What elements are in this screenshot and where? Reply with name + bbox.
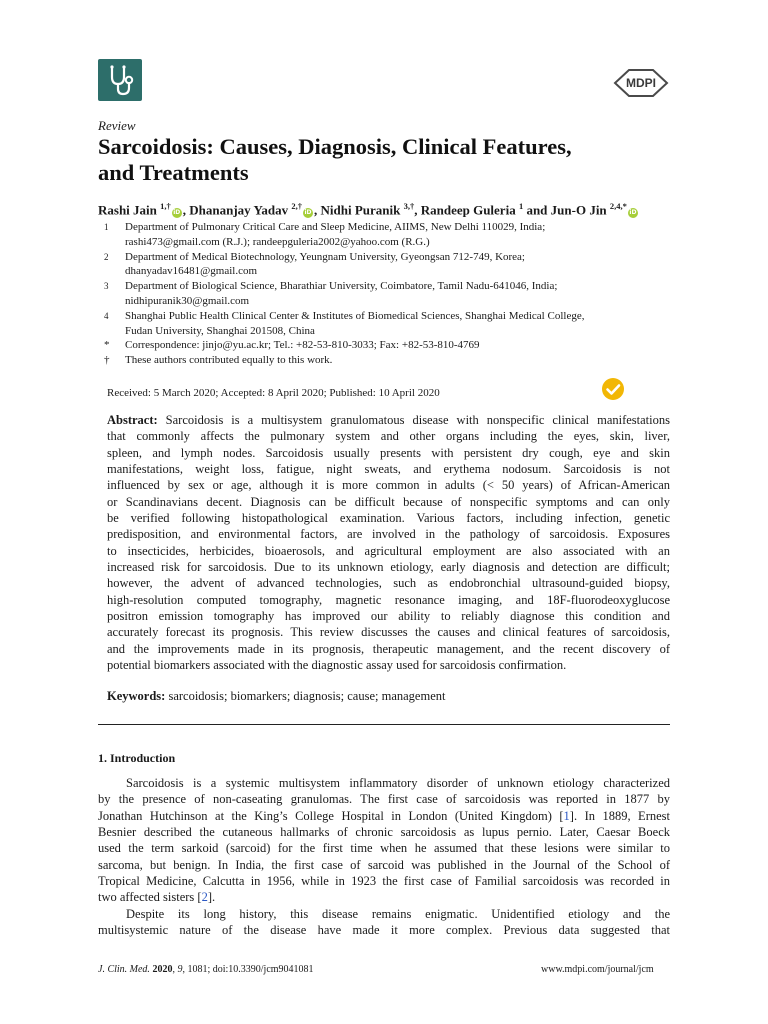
affiliation-item (98, 279, 678, 309)
title-line: and Treatments (98, 160, 249, 185)
body-line: multisystemic nature of the disease have made it more complex. Previous data suggested that (98, 923, 670, 938)
body-text-fragment: ]. In 1889, Ernest (569, 808, 670, 823)
check-for-updates-icon[interactable] (601, 377, 625, 401)
affiliation-line: Department of Medical Biotechnology, Yeungnam University, Gyeongsan 712-749, Korea; (125, 250, 525, 263)
abstract-line: however, the advent of advanced technologies, such as endobronchial ultrasound-guided biopsy, (107, 576, 670, 591)
author-separator: , (182, 202, 190, 218)
footer-year: 2020 (152, 964, 173, 975)
body-text-fragment: two affected sisters [ (98, 890, 202, 905)
affiliation-marker: * (104, 339, 110, 352)
abstract-line: manifestations, weight loss, fatigue, night sweats, and erythema nodosum. Sarcoidosis is not (107, 462, 670, 477)
body-text-fragment: ]. (207, 890, 216, 905)
author-name[interactable]: Jun-O Jin (550, 202, 607, 218)
footer-volume: 9 (177, 964, 183, 975)
citation-link[interactable]: 1 (563, 808, 570, 823)
article-title (98, 134, 678, 186)
abstract-line: or Scandinavians decent. Diagnosis can be difficult because of nonspecific symptoms and can only (107, 494, 670, 509)
abstract-line: and the improvements made in its prognosis, therapeutic management, and the recent discovery of (107, 641, 670, 656)
abstract-line: that commonly affects the pulmonary system and other organs including the eyes, skin, liver, (107, 429, 670, 444)
publisher-logo-text: MDPI (626, 76, 656, 90)
body-line: Sarcoidosis is a systemic multisystem inflammatory disorder of unknown etiology characterized (126, 776, 670, 790)
affiliation-item (98, 250, 678, 280)
author-separator: and (523, 202, 551, 218)
abstract-line: influenced by sex or age, although it is more common in adults (< 50 years) of African-American (107, 478, 670, 493)
author-name[interactable]: Dhananjay Yadav (189, 202, 289, 218)
affiliation-line: Fudan University, Shanghai 201508, China (125, 324, 315, 337)
abstract (107, 412, 670, 674)
author-affiliation-mark: 1 (518, 201, 524, 211)
orcid-icon[interactable]: iD (173, 209, 181, 217)
body-line (98, 889, 670, 905)
author-name[interactable]: Rashi Jain (98, 202, 157, 218)
body-line: used the term sarkoid (sarcoid) for the first time when he assumed that these lesions were similar to (98, 841, 670, 856)
affiliation-marker: 1 (104, 222, 109, 232)
affiliation-marker: 2 (104, 251, 109, 262)
affiliation-line: Department of Pulmonary Critical Care and Sleep Medicine, AIIMS, New Delhi 110029, India; (125, 221, 546, 233)
divider (98, 724, 670, 725)
footer-journal: J. Clin. Med. (98, 964, 150, 975)
orcid-icon[interactable]: iD (629, 209, 637, 217)
citation-link[interactable]: 2 (201, 890, 208, 905)
article-type: Review (98, 118, 136, 133)
abstract-label: Abstract: (107, 413, 158, 427)
affiliation-line: dhanyadav16481@gmail.com (125, 265, 258, 278)
affiliation-line: Shanghai Public Health Clinical Center & Institutes of Biomedical Sciences, Shanghai Medical College, (125, 309, 585, 322)
body-line: Despite its long history, this disease remains enigmatic. Unidentified etiology and the (126, 906, 670, 921)
affiliation-marker: 4 (104, 310, 109, 321)
footer-url[interactable]: www.mdpi.com/journal/jcm (541, 964, 654, 975)
abstract-line: accurately forecast its prognosis. This review discusses the causes and clinical features of sarcoidosis, (107, 625, 670, 640)
author-affiliation-mark: 1,† (160, 201, 171, 211)
affiliation-item (98, 309, 678, 339)
publication-dates: Received: 5 March 2020; Accepted: 8 April 2020; Published: 10 April 2020 (107, 387, 440, 399)
author-affiliation-mark: 2,4,* (609, 201, 627, 211)
body-line (98, 808, 670, 824)
body-line: by the presence of non-caseating granulomas. The first case of sarcoidosis was reported in 1877 by (98, 792, 670, 807)
author-separator: , (314, 202, 321, 218)
author-affiliation-mark: 3,† (403, 201, 415, 211)
section-body (98, 775, 670, 938)
abstract-line (107, 412, 670, 428)
author-separator: , (414, 202, 421, 218)
equal-contribution-note (98, 353, 678, 368)
abstract-line: increased risk for sarcoidosis. Due to its unknown etiology, early diagnosis and detection are difficult; (107, 560, 670, 575)
affiliation-item (98, 220, 678, 250)
abstract-text: Sarcoidosis is a multisystem granulomatous disease with nonspecific clinical manifestations (165, 413, 670, 427)
title-line: Sarcoidosis: Causes, Diagnosis, Clinical Features, (98, 134, 572, 159)
keywords-label: Keywords: (107, 689, 166, 703)
author-affiliation-mark: 2,† (291, 201, 302, 211)
section-heading: 1. Introduction (98, 751, 176, 765)
journal-logo (98, 59, 142, 101)
affiliation-marker: † (104, 354, 110, 367)
note-line: These authors contributed equally to this work. (125, 354, 333, 367)
abstract-line: spleen, and lymph nodes. Sarcoidosis usually presents with persistent dry cough, eye and skin (107, 445, 670, 460)
abstract-line: positron emission tomography has improved our ability to reliably diagnose this condition and (107, 609, 670, 624)
author-name[interactable]: Nidhi Puranik (320, 202, 401, 218)
keywords (107, 689, 445, 704)
affiliations (98, 220, 678, 368)
body-line: sarcoma, but benign. In India, the first case of sarcoid was published in the Journal of the School of (98, 857, 670, 872)
affiliation-line: nidhipuranik30@gmail.com (125, 294, 250, 307)
affiliation-line: Department of Biological Science, Bharathiar University, Coimbatore, Tamil Nadu-641046, India; (125, 280, 558, 293)
abstract-line: predisposition, and environmental factors, are involved in the pathology of sarcoidosis. Exposures (107, 527, 670, 542)
correspondence-item (98, 338, 678, 353)
keywords-text: sarcoidosis; biomarkers; diagnosis; cause; management (168, 689, 446, 703)
footer-citation: J. Clin. Med. 2020, 9, 1081; doi:10.3390/jcm9041081 (98, 964, 314, 975)
author-name[interactable]: Randeep Guleria (420, 202, 516, 218)
stethoscope-icon (98, 59, 142, 101)
orcid-icon[interactable]: iD (304, 209, 312, 217)
author-list (98, 201, 639, 218)
publisher-logo (611, 66, 671, 100)
abstract-line: high-resolution computed tomography, magnetic resonance imaging, and 18F-fluorodeoxyglucose (107, 592, 670, 607)
body-line: Tropical Medicine, Calcutta in 1956, while in 1923 the first case of Familial sarcoidosis was recorded in (98, 874, 670, 889)
abstract-line: potential biomarkers associated with the diagnostic assay used for sarcoidosis confirmation. (107, 658, 567, 673)
correspondence-line[interactable]: Correspondence: jinjo@yu.ac.kr; Tel.: +82-53-810-3033; Fax: +82-53-810-4769 (125, 339, 480, 352)
abstract-line: be verified following histopathological examination. Various factors, including infection, genetic (107, 511, 670, 526)
abstract-line: to insecticides, herbicides, bioaerosols, and agricultural employment are also associated with an (107, 543, 670, 558)
affiliation-line: rashi473@gmail.com (R.J.); randeepguleria2002@yahoo.com (R.G.) (125, 235, 430, 248)
footer-doi[interactable]: , 1081; doi:10.3390/jcm9041081 (182, 964, 314, 975)
body-text-fragment: Jonathan Hutchinson at the King’s College Hospital in London (United Kingdom) [ (98, 808, 564, 823)
affiliation-marker: 3 (104, 281, 109, 292)
body-line: Besnier described the cutaneous hallmarks of chronic sarcoidosis as lupus pernio. Later, Caesar Boeck (98, 825, 670, 840)
